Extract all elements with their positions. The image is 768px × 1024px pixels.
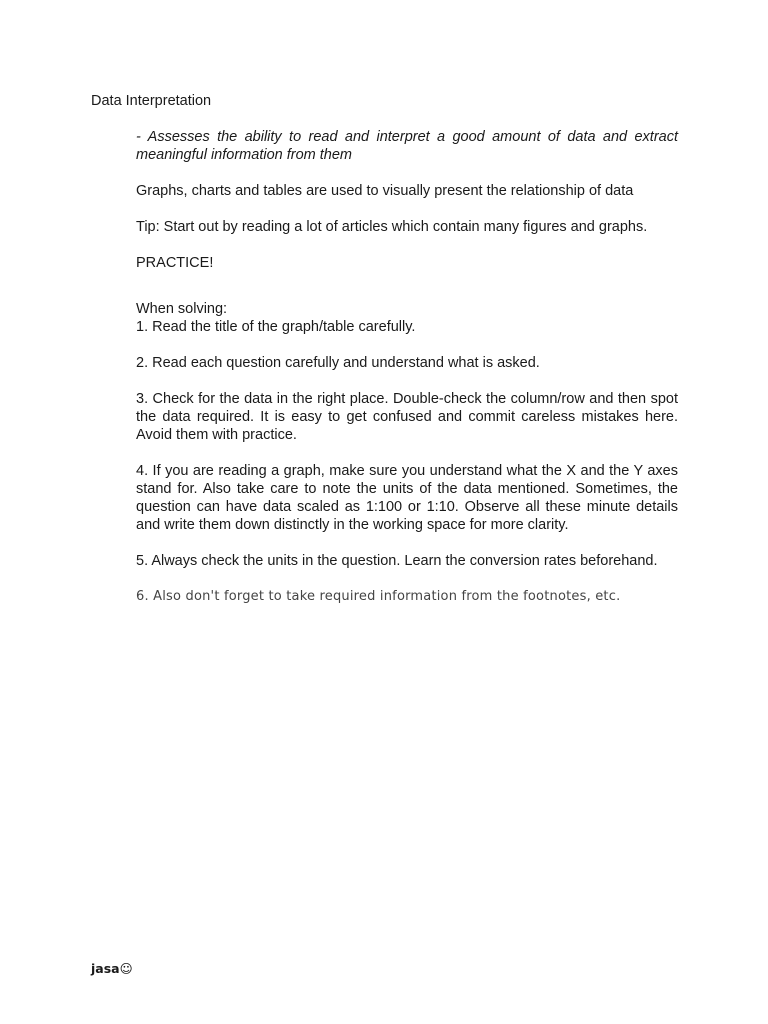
step-5: 5. Always check the units in the question. Learn the conversion rates beforehand. [136,553,658,569]
step-3: 3. Check for the data in the right place. Double-check the column/row and then spot the data required. It is easy to get confused and commit careless mistakes here. Avoid them with practice. [136,391,678,443]
when-solving-heading: When solving: [136,301,228,317]
document-body [136,128,678,606]
step-1: 1. Read the title of the graph/table carefully. [136,319,416,335]
paragraph-graphs: Graphs, charts and tables are used to visually present the relationship of data [136,183,634,199]
step-2: 2. Read each question carefully and understand what is asked. [136,355,540,371]
paragraph-tip: Tip: Start out by reading a lot of articles which contain many figures and graphs. [136,219,648,235]
document-title: Data Interpretation [91,93,212,109]
footer-signature: jasa☺ [91,961,133,976]
step-6: 6. Also don't forget to take required information from the footnotes, etc. [136,589,621,604]
step-4: 4. If you are reading a graph, make sure you understand what the X and the Y axes stand for. Also take care to note the units of the data mentioned. Sometimes, the question can have data scaled as 1:100 or 1:10. Observe all these minute details and write them down distinctly in the working space for more clarity. [136,463,678,533]
paragraph-practice: PRACTICE! [136,255,214,271]
document-subtitle: - Assesses the ability to read and interpret a good amount of data and extract meaningful information from them [136,129,678,163]
